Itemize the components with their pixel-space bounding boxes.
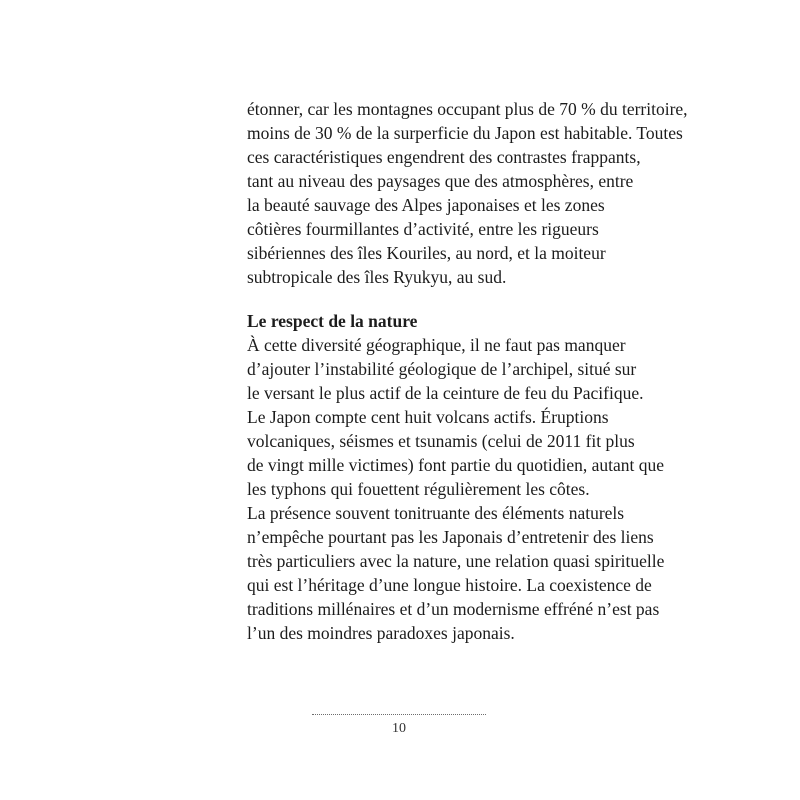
text-line: la beauté sauvage des Alpes japonaises et les zones: [247, 195, 605, 215]
text-line: subtropicale des îles Ryukyu, au sud.: [247, 267, 507, 287]
text-line: À cette diversité géographique, il ne faut pas manquer: [247, 335, 626, 355]
text-line: d’ajouter l’instabilité géologique de l’archipel, situé sur: [247, 359, 637, 379]
text-line: sibériennes des îles Kouriles, au nord, et la moiteur: [247, 243, 606, 263]
text-line: tant au niveau des paysages que des atmosphères, entre: [247, 171, 634, 191]
text-line: qui est l’héritage d’une longue histoire. La coexistence de: [247, 575, 652, 595]
text-line: traditions millénaires et d’un modernisme effréné n’est pas: [247, 599, 660, 619]
text-line: étonner, car les montagnes occupant plus de 70 % du territoire,: [247, 99, 688, 119]
footer-dotted-rule: [312, 714, 486, 715]
text-line: moins de 30 % de la surperficie du Japon est habitable. Toutes: [247, 123, 683, 143]
text-line: l’un des moindres paradoxes japonais.: [247, 623, 515, 643]
text-line: La présence souvent tonitruante des éléments naturels: [247, 503, 625, 523]
text-line: de vingt mille victimes) font partie du quotidien, autant que: [247, 455, 664, 475]
text-line: le versant le plus actif de la ceinture de feu du Pacifique.: [247, 383, 644, 403]
text-line: les typhons qui fouettent régulièrement les côtes.: [247, 479, 590, 499]
text-line: ces caractéristiques engendrent des contrastes frappants,: [247, 147, 641, 167]
text-line: côtières fourmillantes d’activité, entre les rigueurs: [247, 219, 599, 239]
text-line: volcaniques, séismes et tsunamis (celui de 2011 fit plus: [247, 431, 635, 451]
page-number: 10: [392, 721, 406, 736]
text-line: n’empêche pourtant pas les Japonais d’entretenir des liens: [247, 527, 654, 547]
text-line: Le Japon compte cent huit volcans actifs. Éruptions: [247, 407, 609, 427]
text-line: très particuliers avec la nature, une relation quasi spirituelle: [247, 551, 665, 571]
section-heading: Le respect de la nature: [247, 311, 418, 331]
